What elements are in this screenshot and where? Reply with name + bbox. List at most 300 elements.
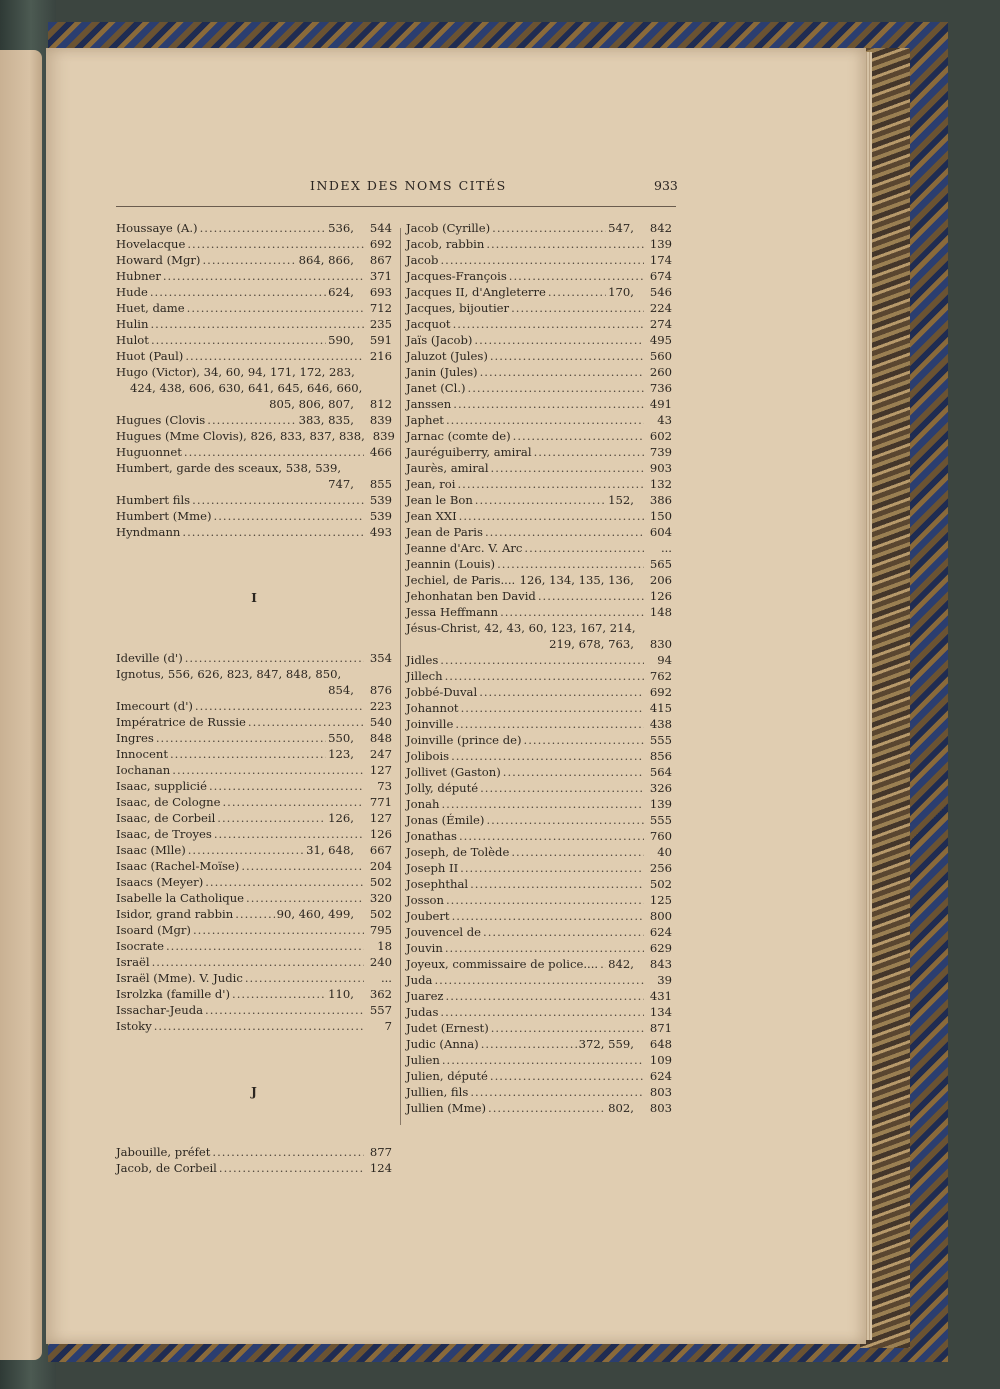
- index-entry: [116, 874, 392, 890]
- index-entry: [406, 956, 672, 972]
- leader-dots: [245, 970, 364, 986]
- entry-name: Isoard (Mgr): [116, 923, 191, 937]
- entry-pages: 126,: [328, 811, 354, 825]
- index-entry: [116, 1160, 392, 1176]
- leader-dots: [524, 732, 644, 748]
- leader-dots: [434, 972, 644, 988]
- entry-last-page: 204: [369, 859, 392, 873]
- entry-last-page: 148: [649, 605, 672, 619]
- entry-last-page: 466: [369, 445, 392, 459]
- leader-dots: [188, 842, 304, 858]
- entry-name: Jaurès, amiral: [406, 461, 489, 475]
- entry-name: Jolly, député: [406, 781, 479, 795]
- entry-name: Issachar-Jeuda: [116, 1003, 204, 1017]
- leader-dots: [163, 268, 364, 284]
- entry-last-page: 256: [649, 861, 672, 875]
- entry-name: Jeannin (Louis): [406, 557, 496, 571]
- entry-name: Ideville (d'): [116, 651, 183, 665]
- leader-dots: [446, 988, 644, 1004]
- header-rule: [116, 206, 676, 207]
- leader-dots: [470, 1084, 644, 1100]
- index-entry: [406, 796, 672, 812]
- leader-dots: [182, 524, 364, 540]
- leader-dots: [442, 1052, 644, 1068]
- index-entry: [406, 684, 672, 700]
- leader-dots: [440, 1004, 644, 1020]
- index-entry: [116, 1144, 392, 1160]
- entry-last-page: 565: [649, 557, 672, 571]
- leader-dots: [202, 252, 296, 268]
- entry-last-page: 43: [657, 413, 672, 427]
- entry-last-page: 124: [369, 1161, 392, 1175]
- entry-last-page: 127: [369, 763, 392, 777]
- entry-name: Judas: [406, 1005, 439, 1019]
- entry-last-page: 109: [649, 1053, 672, 1067]
- leader-dots: [205, 874, 364, 890]
- index-entry: [406, 988, 672, 1004]
- index-entry: [116, 524, 392, 540]
- entry-name: Israël (Mme). V. Judic: [116, 971, 243, 985]
- leader-dots: [534, 444, 644, 460]
- leader-dots: [485, 524, 644, 540]
- entry-name: Isaac (Mlle): [116, 843, 186, 857]
- entry-last-page: 674: [649, 269, 672, 283]
- leader-dots: [455, 716, 644, 732]
- index-entry: [406, 1004, 672, 1020]
- index-entry: [406, 364, 672, 380]
- entry-last-page: 132: [649, 477, 672, 491]
- entry-last-page: 415: [649, 701, 672, 715]
- entry-last-page: 564: [649, 765, 672, 779]
- index-entry: [406, 588, 672, 604]
- leader-dots: [491, 1020, 644, 1036]
- entry-name: Julien, député: [406, 1069, 488, 1083]
- entry-name: Iochanan: [116, 763, 171, 777]
- leader-dots: [458, 476, 645, 492]
- entry-name: Jonas (Émile): [406, 813, 485, 827]
- leader-dots: [235, 906, 274, 922]
- entry-pages: 123,: [328, 747, 354, 761]
- index-entry: [116, 444, 392, 460]
- entry-last-page: 502: [369, 875, 392, 889]
- entry-last-page: 354: [369, 651, 392, 665]
- entry-name: Imecourt (d'): [116, 699, 193, 713]
- entry-last-page: 139: [649, 797, 672, 811]
- entry-name: Jonathas: [406, 829, 457, 843]
- entry-last-page: 546: [649, 285, 672, 299]
- entry-last-page: 692: [649, 685, 672, 699]
- page-number: 933: [654, 178, 678, 193]
- entry-last-page: 18: [377, 939, 392, 953]
- leader-dots: [246, 890, 364, 906]
- entry-pages: 802,: [608, 1101, 634, 1115]
- entry-name: Jean, roi: [406, 477, 456, 491]
- index-entry: [116, 842, 392, 858]
- index-entry: [116, 316, 392, 332]
- entry-last-page: 371: [369, 269, 392, 283]
- index-entry: [116, 970, 392, 986]
- leader-dots: [192, 492, 364, 508]
- index-entry: [406, 412, 672, 428]
- index-entry: [406, 316, 672, 332]
- entry-last-page: 739: [649, 445, 672, 459]
- index-entry: [406, 924, 672, 940]
- entry-continuation: 424, 438, 606, 630, 641, 645, 646, 660,: [130, 381, 363, 395]
- index-entry: [116, 698, 392, 714]
- leader-dots: [500, 604, 644, 620]
- leader-dots: [524, 540, 644, 556]
- index-entry: [406, 780, 672, 796]
- entry-name: Josson: [406, 893, 444, 907]
- leader-dots: [248, 714, 364, 730]
- entry-last-page: 693: [369, 285, 392, 299]
- entry-name: Jauréguiberry, amiral: [406, 445, 532, 459]
- entry-last-page: 760: [649, 829, 672, 843]
- entry-last-page: 125: [649, 893, 672, 907]
- entry-name: Jacob: [406, 253, 439, 267]
- entry-name: Joseph II: [406, 861, 459, 875]
- entry-last-page: 39: [657, 973, 672, 987]
- entry-name: Julien: [406, 1053, 440, 1067]
- leader-dots: [232, 986, 326, 1002]
- entry-last-page: 692: [369, 237, 392, 251]
- entry-last-page: 839: [369, 413, 392, 427]
- leader-dots: [214, 508, 364, 524]
- entry-name: Hyndmann: [116, 525, 181, 539]
- leader-dots: [151, 332, 326, 348]
- entry-name: Jessa Heffmann: [406, 605, 499, 619]
- index-entry: [406, 380, 672, 396]
- entry-pages: 550,: [328, 731, 354, 745]
- leader-dots: [200, 220, 327, 236]
- entry-last-page: 539: [369, 493, 392, 507]
- index-entry: [116, 906, 392, 922]
- entry-last-page: 800: [649, 909, 672, 923]
- entry-last-page: ...: [660, 541, 672, 555]
- index-entry: [116, 492, 392, 508]
- index-entry: [116, 778, 392, 794]
- entry-pages: 126, 134, 135, 136,: [519, 573, 634, 587]
- entry-name: Hulot: [116, 333, 149, 347]
- entry-last-page: 839: [372, 429, 395, 443]
- entry-last-page: 438: [649, 717, 672, 731]
- leader-dots: [172, 762, 364, 778]
- entry-name: Jacob, rabbin: [406, 237, 485, 251]
- index-entry: [406, 300, 672, 316]
- leader-dots: [491, 460, 644, 476]
- index-entry: [116, 1002, 392, 1018]
- entry-last-page: 712: [369, 301, 392, 315]
- leader-dots: [195, 698, 364, 714]
- leader-dots: [445, 940, 644, 956]
- entry-name: Jouvencel de: [406, 925, 482, 939]
- leader-dots: [460, 860, 644, 876]
- entry-name: Hubner: [116, 269, 161, 283]
- index-entry: [116, 300, 392, 316]
- entry-last-page: 540: [369, 715, 392, 729]
- page-title: INDEX DES NOMS CITÉS: [310, 178, 507, 193]
- entry-name: Jullien (Mme): [406, 1101, 487, 1115]
- entry-last-page: 320: [369, 891, 392, 905]
- entry-name: Hovelacque: [116, 237, 186, 251]
- index-entry: [406, 764, 672, 780]
- index-entry: [406, 604, 672, 620]
- entry-last-page: 502: [369, 907, 392, 921]
- leader-dots: [488, 1100, 606, 1116]
- index-entry: [116, 236, 392, 252]
- leader-dots: [548, 284, 606, 300]
- entry-pages: 110,: [328, 987, 354, 1001]
- entry-name: Humbert (Mme): [116, 509, 212, 523]
- index-entry: [406, 332, 672, 348]
- leader-dots: [475, 492, 606, 508]
- entry-last-page: 150: [649, 509, 672, 523]
- entry-pages: 31, 648,: [306, 843, 354, 857]
- entry-pages: 170,: [608, 285, 634, 299]
- index-entry: [406, 812, 672, 828]
- index-entry: [406, 700, 672, 716]
- index-entry: [406, 252, 672, 268]
- index-entry: [116, 730, 392, 746]
- entry-name: Jabouille, préfet: [116, 1145, 211, 1159]
- entry-name: Jean le Bon: [406, 493, 473, 507]
- leader-dots: [152, 954, 364, 970]
- entry-name: Joubert: [406, 909, 450, 923]
- entry-name: Jean XXI: [406, 509, 457, 523]
- index-entry: [116, 890, 392, 906]
- leader-dots: [441, 796, 644, 812]
- entry-pages: 864, 866,: [298, 253, 354, 267]
- leader-dots: [479, 684, 644, 700]
- entry-last-page: 842: [649, 221, 672, 235]
- leader-dots: [503, 764, 644, 780]
- entry-pages: 547,: [608, 221, 634, 235]
- entry-last-page: 274: [649, 317, 672, 331]
- index-entry: [406, 572, 672, 588]
- leader-dots: [483, 924, 644, 940]
- entry-pages: 152,: [608, 493, 634, 507]
- entry-last-page: 877: [369, 1145, 392, 1159]
- entry-name: Jean de Paris: [406, 525, 483, 539]
- leader-dots: [459, 828, 644, 844]
- index-entry: [116, 938, 392, 954]
- leader-dots: [459, 508, 644, 524]
- index-entry: [406, 668, 672, 684]
- entry-last-page: 502: [649, 877, 672, 891]
- entry-name: Jillech: [406, 669, 443, 683]
- leader-dots: [511, 844, 644, 860]
- index-entry: [116, 252, 392, 268]
- index-page: [46, 48, 866, 1344]
- leader-dots: [150, 284, 326, 300]
- entry-last-page: 126: [649, 589, 672, 603]
- leader-dots: [497, 556, 644, 572]
- index-entry: [116, 826, 392, 842]
- entry-name: Jaluzot (Jules): [406, 349, 488, 363]
- index-entry: [406, 1036, 672, 1052]
- entry-last-page: 134: [649, 1005, 672, 1019]
- index-entry: [406, 476, 672, 492]
- index-entry: [116, 650, 392, 666]
- entry-last-page: 94: [657, 653, 672, 667]
- entry-name: Isaacs (Meyer): [116, 875, 204, 889]
- index-entry: [116, 220, 392, 236]
- leader-dots: [187, 300, 364, 316]
- index-entry: [406, 732, 672, 748]
- leader-dots: [470, 876, 644, 892]
- entry-name: Janssen: [406, 397, 452, 411]
- index-entry: [116, 428, 395, 444]
- entry-pages: 90, 460, 499,: [276, 907, 354, 921]
- leader-dots: [461, 700, 644, 716]
- leader-dots: [193, 922, 364, 938]
- leader-dots: [490, 348, 644, 364]
- entry-last-page: 224: [649, 301, 672, 315]
- entry-name: Houssaye (A.): [116, 221, 198, 235]
- entry-name: Jollivet (Gaston): [406, 765, 501, 779]
- entry-name: Johannot: [406, 701, 459, 715]
- entry-last-page: 223: [369, 699, 392, 713]
- entry-pages: 624,: [328, 285, 354, 299]
- entry-last-page: 235: [369, 317, 392, 331]
- leader-dots: [214, 826, 364, 842]
- index-entry: [406, 556, 672, 572]
- index-entry: [406, 1084, 672, 1100]
- entry-name: Janin (Jules): [406, 365, 478, 379]
- index-entry: [406, 428, 672, 444]
- index-entry: [406, 236, 672, 252]
- entry-name: Hugues (Mme Clovis), 826, 833, 837, 838,: [116, 429, 365, 443]
- previous-page-edge: [0, 50, 42, 1360]
- index-entry: [116, 858, 392, 874]
- leader-dots: [205, 1002, 364, 1018]
- entry-name: Joyeux, commissaire de police....: [406, 957, 599, 971]
- leader-dots: [486, 812, 644, 828]
- entry-name: Juarez: [406, 989, 444, 1003]
- entry-last-page: 174: [649, 253, 672, 267]
- entry-name: Joinville: [406, 717, 454, 731]
- entry-name: Juda: [406, 973, 433, 987]
- entry-last-page: 126: [369, 827, 392, 841]
- entry-last-page: 867: [369, 253, 392, 267]
- entry-name: Jacques, bijoutier: [406, 301, 510, 315]
- index-entry: [406, 524, 672, 540]
- leader-dots: [184, 444, 364, 460]
- entry-name: Jobbé-Duval: [406, 685, 478, 699]
- entry-name: Isaac, de Troyes: [116, 827, 212, 841]
- entry-last-page: 903: [649, 461, 672, 475]
- entry-pages: 590,: [328, 333, 354, 347]
- leader-dots: [156, 730, 326, 746]
- entry-name: Jacob (Cyrille): [406, 221, 491, 235]
- entry-last-page: 771: [369, 795, 392, 809]
- entry-pages: 536,: [328, 221, 354, 235]
- entry-name: Howard (Mgr): [116, 253, 201, 267]
- index-entry: [406, 860, 672, 876]
- leader-dots: [222, 794, 364, 810]
- entry-pages: 842,: [608, 957, 634, 971]
- leader-dots: [453, 396, 644, 412]
- entry-name: Jehonhatan ben David: [406, 589, 536, 603]
- index-entry: [116, 922, 392, 938]
- index-entry: [406, 268, 672, 284]
- entry-name: Jonah: [406, 797, 440, 811]
- entry-name: Joseph, de Tolède: [406, 845, 510, 859]
- leader-dots: [452, 908, 644, 924]
- leader-dots: [166, 938, 364, 954]
- index-entry: [116, 348, 392, 364]
- index-entry: [406, 892, 672, 908]
- entry-last-page: 326: [649, 781, 672, 795]
- index-entry: [406, 876, 672, 892]
- entry-name: Isocrate: [116, 939, 164, 953]
- entry-last-page: 73: [377, 779, 392, 793]
- entry-last-page: 843: [649, 957, 672, 971]
- entry-name: Isaac, de Corbeil: [116, 811, 216, 825]
- entry-last-page: 602: [649, 429, 672, 443]
- leader-dots: [209, 778, 364, 794]
- index-entry: [406, 748, 672, 764]
- entry-last-page: 604: [649, 525, 672, 539]
- leader-dots: [440, 652, 644, 668]
- leader-dots: [219, 1160, 364, 1176]
- entry-name: Isrolzka (famille d'): [116, 987, 231, 1001]
- entry-name: Isidor, grand rabbin: [116, 907, 234, 921]
- leader-dots: [474, 332, 644, 348]
- entry-name: Josephthal: [406, 877, 469, 891]
- entry-name: Judet (Ernest): [406, 1021, 489, 1035]
- index-entry: [116, 1018, 392, 1034]
- entry-name: Jolibois: [406, 749, 450, 763]
- leader-dots: [468, 380, 644, 396]
- entry-last-page: 624: [649, 1069, 672, 1083]
- index-entry: [406, 1068, 672, 1084]
- index-entry: [406, 1020, 672, 1036]
- entry-last-page: 362: [369, 987, 392, 1001]
- entry-name: Jeanne d'Arc. V. Arc: [406, 541, 523, 555]
- entry-name: Jaïs (Jacob): [406, 333, 473, 347]
- column-divider: [400, 228, 401, 1125]
- index-entry: [116, 954, 392, 970]
- index-entry: [406, 284, 672, 300]
- index-entry: [116, 412, 392, 428]
- leader-dots: [492, 220, 606, 236]
- entry-name: Japhet: [406, 413, 444, 427]
- index-entry: [406, 460, 672, 476]
- entry-name: Innocent: [116, 747, 168, 761]
- entry-name: Hulin: [116, 317, 149, 331]
- index-entry: [406, 1100, 672, 1116]
- entry-name: Isaac (Rachel-Moïse): [116, 859, 240, 873]
- entry-name: Huet, dame: [116, 301, 185, 315]
- index-entry: [406, 940, 672, 956]
- index-entry: 805, 806, 807, 812: [269, 397, 392, 411]
- index-entry: [116, 332, 392, 348]
- entry-name: Jarnac (comte de): [406, 429, 511, 443]
- section-letter-j: J: [251, 1085, 257, 1099]
- entry-last-page: 555: [649, 813, 672, 827]
- entry-last-page: 736: [649, 381, 672, 395]
- entry-last-page: 40: [657, 845, 672, 859]
- index-entry: [406, 508, 672, 524]
- index-entry: [406, 908, 672, 924]
- entry-continuation: Hugo (Victor), 34, 60, 94, 171, 172, 283,: [116, 365, 355, 379]
- index-entry: [116, 268, 392, 284]
- index-entry: [116, 508, 392, 524]
- leader-dots: [453, 316, 644, 332]
- leader-dots: [187, 236, 364, 252]
- entry-continuation: Jésus-Christ, 42, 43, 60, 123, 167, 214,: [406, 621, 636, 635]
